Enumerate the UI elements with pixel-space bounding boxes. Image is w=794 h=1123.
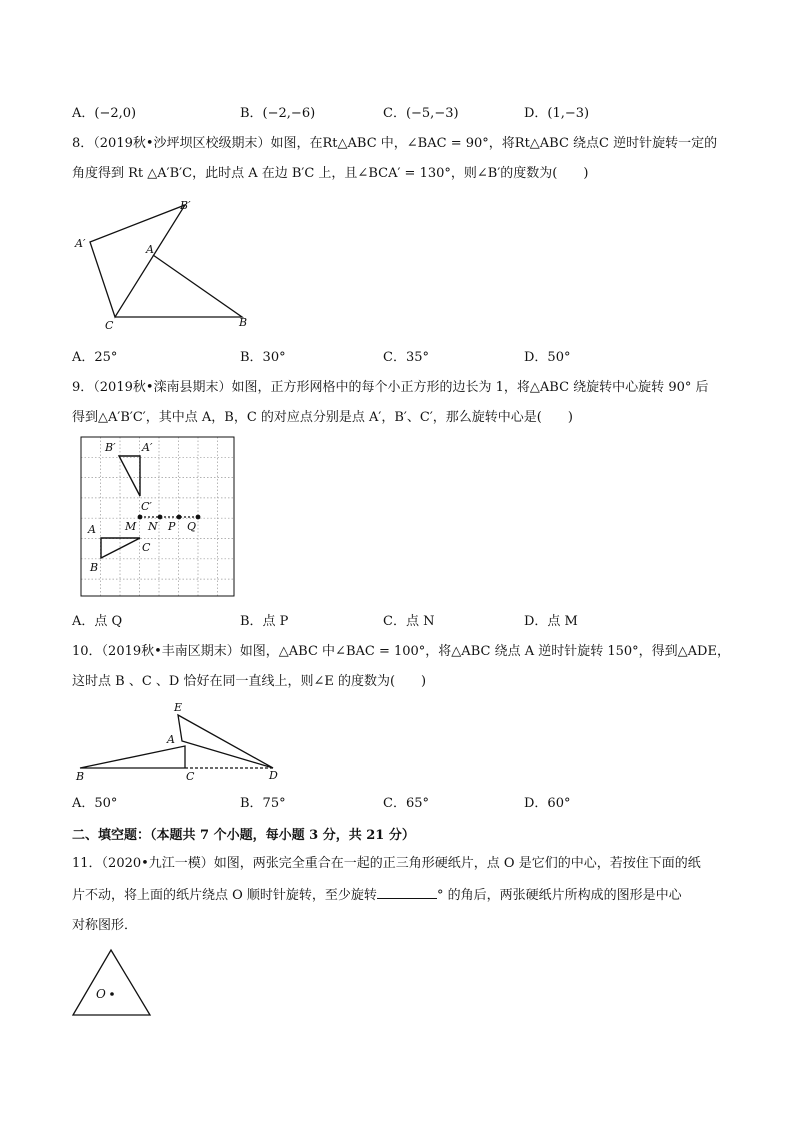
q10-label-c: C	[186, 770, 195, 783]
q8-option-a: A．25°	[72, 350, 118, 365]
q9-triangle-abc	[101, 538, 140, 558]
q9-label-b: B	[90, 561, 99, 574]
q9-label-n: N	[148, 520, 158, 533]
q10-triangle-ade	[178, 715, 273, 768]
q8-label-b: B	[239, 316, 248, 329]
q11-text-line1: 11．（2020•九江一模）如图，两张完全重合在一起的正三角形硬纸片，点 O 是它们的中心，若按住下面的纸	[72, 856, 701, 871]
q10-label-b: B	[76, 770, 85, 783]
q9-label-c-prime: C′	[141, 500, 152, 513]
q10-option-d: D．60°	[524, 796, 571, 811]
q9-option-d: D．点 M	[524, 614, 578, 629]
section-2-heading: 二、填空题：（本题共 7 个小题，每小题 3 分，共 21 分）	[72, 828, 415, 843]
q11-answer-blank[interactable]	[377, 886, 437, 899]
q9-label-b-prime: B′	[105, 441, 116, 454]
q10-text-line1: 10．（2019秋•丰南区期末）如图，△ABC 中∠BAC = 100°，将△ABC 绕点 A 逆时针旋转 150°，得到△ADE，	[72, 644, 730, 659]
q10-label-d: D	[269, 769, 278, 782]
q11-text-line2-end: ° 的角后，两张硬纸片所构成的图形是中心	[436, 888, 682, 903]
q11-text-line2-start: 片不动，将上面的纸片绕点 O 顺时针旋转，至少旋转	[72, 888, 377, 903]
q10-label-e: E	[174, 701, 183, 714]
q11-text-line3: 对称图形．	[72, 918, 138, 933]
q9-text-line2: 得到△A′B′C′，其中点 A，B，C 的对应点分别是点 A′，B′、C′，那么旋转中心是( )	[72, 410, 573, 425]
q8-option-d: D．50°	[524, 350, 571, 365]
q10-text-line2: 这时点 B 、C 、D 恰好在同一直线上，则∠E 的度数为( )	[72, 674, 427, 689]
q10-figure	[70, 698, 290, 784]
q9-label-a-prime: A′	[142, 441, 153, 454]
q8-label-a: A	[146, 243, 154, 256]
q11-label-o: O	[96, 987, 106, 1001]
q8-label-a-prime: A′	[75, 237, 86, 250]
q8-label-b-prime: B′	[180, 199, 191, 212]
q9-text-line1: 9．（2019秋•滦南县期末）如图，正方形网格中的每个小正方形的边长为 1，将△ABC 绕旋转中心旋转 90° 后	[72, 380, 709, 395]
q7-option-a: A．(−2,0)	[72, 106, 137, 121]
q10-option-c: C．65°	[383, 796, 429, 811]
q8-triangle-a-prime-b-prime-c	[90, 205, 185, 317]
q10-option-a: A．50°	[72, 796, 118, 811]
q8-text-line1: 8．（2019秋•沙坪坝区校级期末）如图，在Rt△ABC 中，∠BAC = 90°，将Rt△ABC 绕点C 逆时针旋转一定的	[72, 136, 718, 151]
q9-label-m: M	[125, 520, 137, 533]
q7-option-d: D．(1,−3)	[524, 106, 590, 121]
q10-triangle-abc	[80, 746, 185, 768]
q9-triangle-a-prime-b-prime-c-prime	[119, 456, 140, 496]
q7-option-b: B．(−2,−6)	[240, 106, 316, 121]
q8-text-line2: 角度得到 Rt △A′B′C，此时点 A 在边 B′C 上，且∠BCA′ = 130°，则∠B′的度数为( )	[72, 166, 589, 181]
q11-equilateral-triangle	[73, 950, 150, 1015]
q9-label-p: P	[168, 520, 176, 533]
q7-option-c: C．(−5,−3)	[383, 106, 459, 121]
q8-option-c: C．35°	[383, 350, 429, 365]
q11-figure	[70, 946, 160, 1022]
q8-label-c: C	[105, 319, 114, 332]
q9-label-c: C	[142, 541, 151, 554]
q9-label-q: Q	[187, 520, 197, 533]
q9-option-a: A．点 Q	[72, 614, 123, 629]
q8-option-b: B．30°	[240, 350, 286, 365]
q8-figure	[70, 195, 270, 335]
q9-grid-figure	[78, 434, 238, 600]
q11-text-line2	[72, 886, 682, 905]
q10-label-a: A	[167, 733, 175, 746]
q9-option-c: C．点 N	[383, 614, 435, 629]
q9-option-b: B．点 P	[240, 614, 289, 629]
q9-label-a: A	[88, 523, 96, 536]
q11-center-point	[110, 992, 114, 996]
q10-option-b: B．75°	[240, 796, 286, 811]
